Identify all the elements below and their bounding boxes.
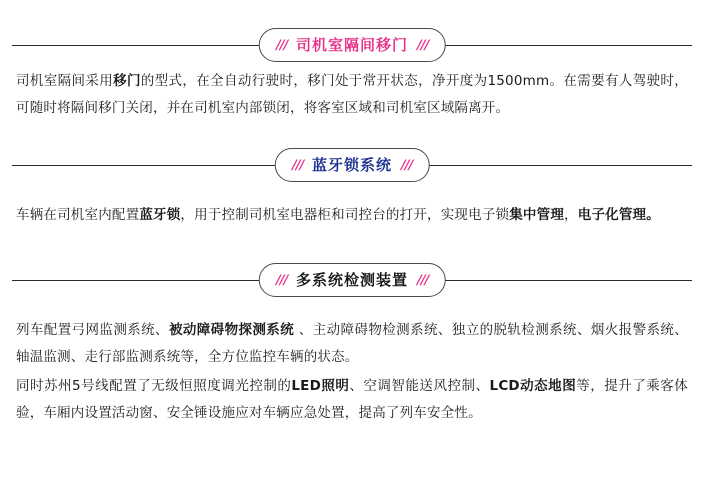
- slashes-right-icon: ///: [415, 37, 430, 53]
- top-spacer: [0, 0, 704, 22]
- section-title: 司机室隔间移门: [295, 35, 409, 54]
- section-driver-cab-sliding-door: [0, 22, 704, 122]
- section-spacer-2: [0, 231, 704, 257]
- paragraph: 列车配置弓网监测系统、被动障碍物探测系统 、主动障碍物检测系统、独立的脱轨检测系统、烟火报警系统、轴温监测、走行部监测系统等，全方位监控车辆的状态。: [16, 322, 688, 365]
- paragraph: 车辆在司机室内配置蓝牙锁，用于控制司机室电器柜和司控台的打开，实现电子锁集中管理，电子化管理。: [16, 207, 660, 223]
- section-heading: [0, 22, 704, 68]
- paragraph: 同时苏州5号线配置了无级恒照度调光控制的LED照明、空调智能送风控制、LCD动态地图等，提升了乘客体验，车厢内设置活动窗、安全锤设施应对车辆应急处置，提高了列车安全性。: [16, 378, 689, 421]
- slashes-left-icon: ///: [274, 37, 289, 53]
- section-body: [0, 303, 704, 427]
- slashes-left-icon: ///: [274, 272, 289, 288]
- section-title: 蓝牙锁系统: [311, 155, 393, 174]
- section-spacer-1: [0, 124, 704, 142]
- heading-pill: [275, 148, 430, 182]
- paragraph: 司机室隔间采用移门的型式，在全自动行驶时，移门处于常开状态，净开度为1500mm。在需要有人驾驶时，可随时将隔间移门关闭，并在司机室内部锁闭，将客室区域和司机室区域隔离开。: [16, 73, 688, 116]
- section-body: [0, 188, 704, 229]
- body-lead-spacer: [16, 303, 688, 317]
- section-heading: [0, 142, 704, 188]
- section-heading: [0, 257, 704, 303]
- heading-pill: [259, 28, 446, 62]
- heading-pill: [259, 263, 446, 297]
- section-bluetooth-lock-system: [0, 142, 704, 229]
- slashes-left-icon: ///: [290, 157, 305, 173]
- section-body: [0, 68, 704, 122]
- section-title: 多系统检测装置: [295, 270, 409, 289]
- body-lead-spacer: [16, 188, 688, 202]
- section-multi-system-detection-device: [0, 257, 704, 427]
- slashes-right-icon: ///: [415, 272, 430, 288]
- slashes-right-icon: ///: [399, 157, 414, 173]
